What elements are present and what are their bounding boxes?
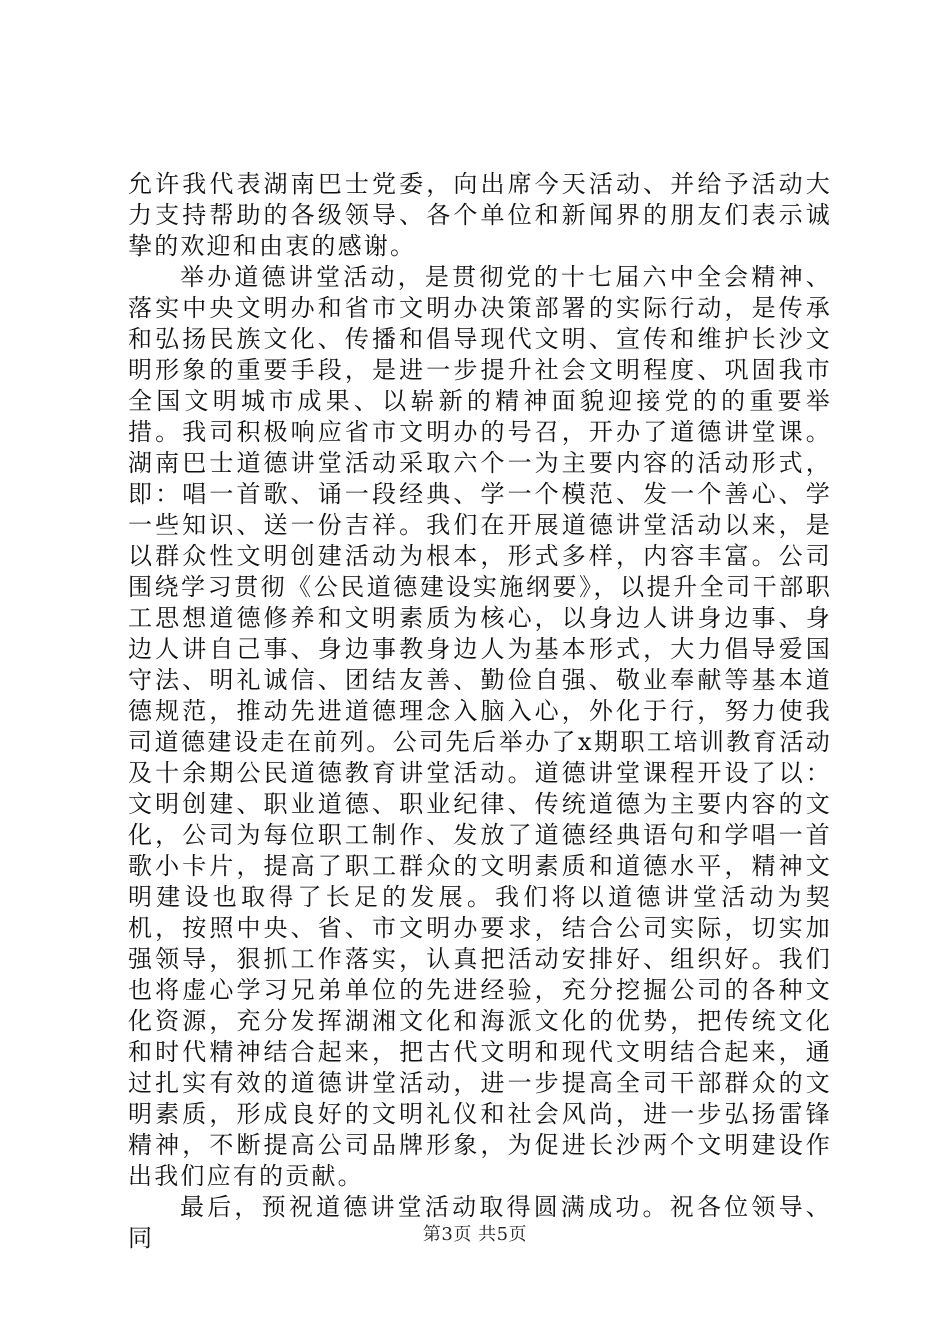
paragraph-main: 举办道德讲堂活动，是贯彻党的十七届六中全会精神、落实中央文明办和省市文明办决策部署的实际行动，是传承和弘扬民族文化、传播和倡导现代文明、宣传和维护长沙文明形象的重要手段，是进一步提升社会文明程度、巩固我市全国文明城市成果、以崭新的精神面貌迎接党的的重要举措。我司积极响应省市文明办的号召，开办了道德讲堂课。湖南巴士道德讲堂活动采取六个一为主要内容的活动形式，即：唱一首歌、诵一段经典、学一个模范、发一个善心、学一些知识、送一份吉祥。我们在开展道德讲堂活动以来，是以群众性文明创建活动为根本，形式多样，内容丰富。公司围绕学习贯彻《公民道德建设实施纲要》，以提升全司干部职工思想道德修养和文明素质为核心，以身边人讲身边事、身边人讲自己事、身边事教身边人为基本形式，大力倡导爱国守法、明礼诚信、团结友善、勤俭自强、敬业奉献等基本道德规范，推动先进道德理念入脑入心，外化于行，努力使我司道德建设走在前列。公司先后举办了x期职工培训教育活动及十余期公民道德教育讲堂活动。道德讲堂课程开设了以：文明创建、职业道德、职业纪律、传统道德为主要内容的文化，公司为每位职工制作、发放了道德经典语句和学唱一首歌小卡片，提高了职工群众的文明素质和道德水平，精神文明建设也取得了长足的发展。我们将以道德讲堂活动为契机，按照中央、省、市文明办要求，结合公司实际，切实加强领导，狠抓工作落实，认真把活动安排好、组织好。我们也将虚心学习兄弟单位的先进经验，充分挖掘公司的各种文化资源，充分发挥湖湘文化和海派文化的优势，把传统文化和时代精神结合起来，把古代文明和现代文明结合起来，通过扎实有效的道德讲堂活动，进一步提高全司干部群众的文明素质，形成良好的文明礼仪和社会风尚，进一步弘扬雷锋精神，不断提高公司品牌形象，为促进长沙两个文明建设作出我们应有的贡献。	[128, 263, 832, 1190]
page-number-footer: 第3页 共5页	[422, 1224, 528, 1245]
document-body	[128, 169, 832, 1254]
paragraph-continuation: 允许我代表湖南巴士党委，向出席今天活动、并给予活动大力支持帮助的各级领导、各个单位和新闻界的朋友们表示诚挚的欢迎和由衷的感谢。	[128, 170, 832, 260]
paragraph-closing: 最后，预祝道德讲堂活动取得圆满成功。祝各位领导、同	[128, 1193, 832, 1252]
